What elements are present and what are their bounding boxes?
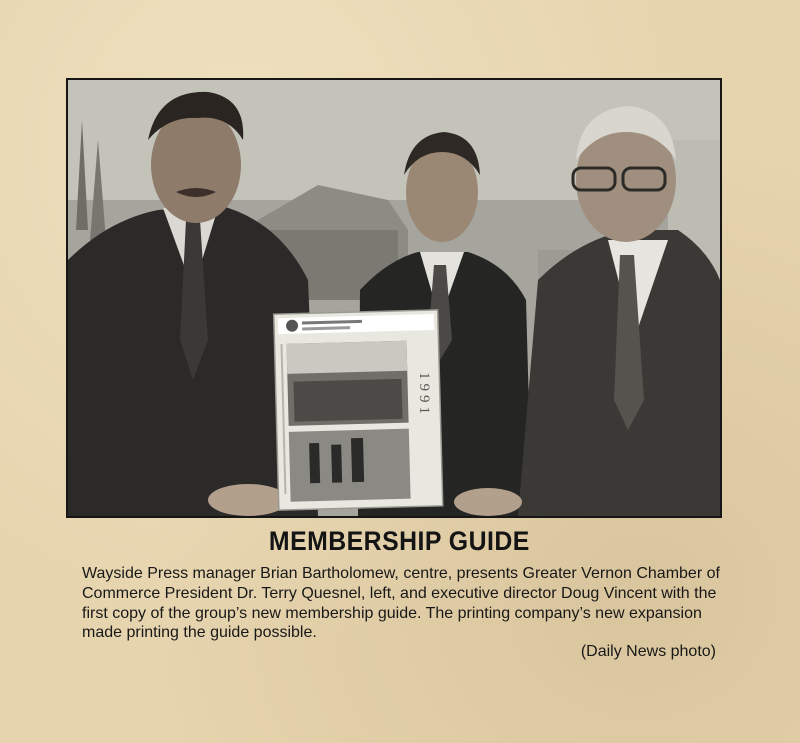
headline: MEMBERSHIP GUIDE [268, 526, 530, 556]
news-photo [66, 78, 722, 518]
photo-illustration [68, 80, 720, 516]
photo-caption: Wayside Press manager Brian Bartholomew, centre, presents Greater Vernon Chamber of Commerce President Dr. Terry Quesnel, left, and executive director Doug Vincent with the first copy of the group’s new membership guide. The printing company’s new expansion made printing the guide possible. [82, 565, 720, 642]
photo-credit: (Daily News photo) [580, 643, 716, 660]
guide-year: 1991 [416, 372, 432, 418]
